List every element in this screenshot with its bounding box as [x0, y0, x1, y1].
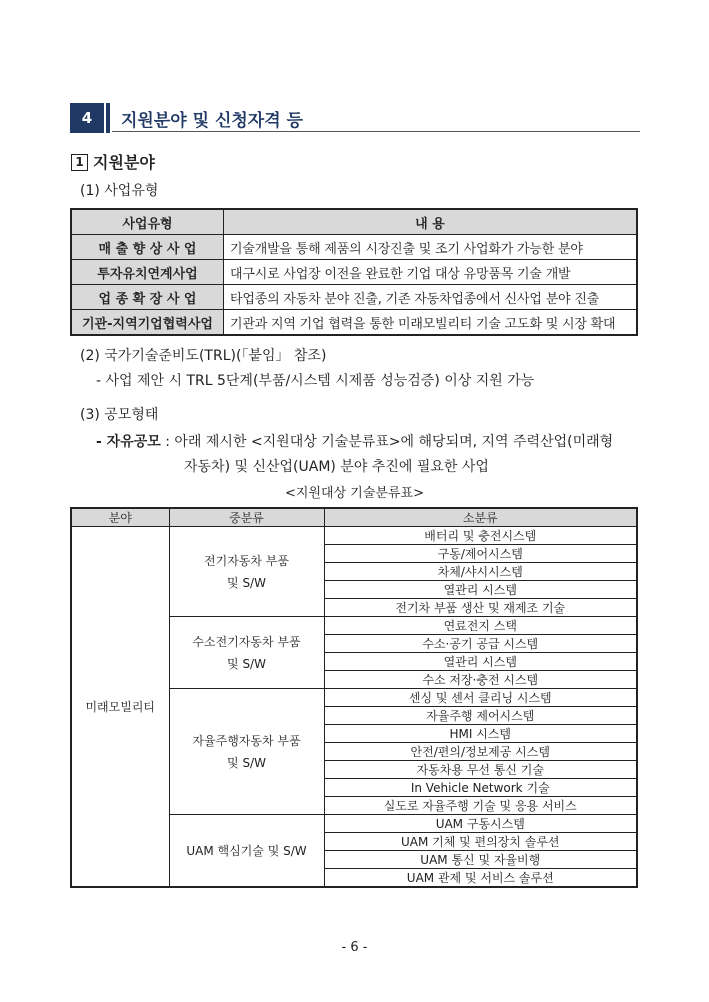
business-type-cell: 투자유치연계사업	[71, 260, 224, 285]
business-type-cell: 매 출 향 상 사 업	[71, 235, 224, 260]
mid-category-cell: UAM 핵심기술 및 S/W	[169, 815, 324, 888]
table1-header-desc: 내 용	[224, 209, 638, 235]
section-underline	[112, 131, 640, 132]
item3-text2: 자동차) 및 신산업(UAM) 분야 추진에 필요한 사업	[184, 459, 489, 475]
business-type-cell: 기관-지역기업협력사업	[71, 310, 224, 336]
section-number: 4	[70, 103, 104, 133]
section-bar	[106, 103, 110, 133]
sub-category-cell: In Vehicle Network 기술	[324, 779, 637, 797]
table1-header-type: 사업유형	[71, 209, 224, 235]
table2-row	[71, 527, 637, 545]
sub-category-cell: UAM 구동시스템	[324, 815, 637, 833]
business-type-table	[70, 208, 638, 336]
business-desc-cell: 타업종의 자동차 분야 진출, 기존 자동차업종에서 신사업 분야 진출	[224, 285, 638, 310]
item1-label: (1) 사업유형	[80, 183, 159, 199]
sub-category-cell: 안전/편의/정보제공 시스템	[324, 743, 637, 761]
sub-category-cell: 전기차 부품 생산 및 재제조 기술	[324, 599, 637, 617]
page-number: - 6 -	[341, 940, 368, 955]
sub-category-cell: 실도로 자율주행 기술 및 응용 서비스	[324, 797, 637, 815]
sub-category-cell: 센싱 및 센서 클리닝 시스템	[324, 689, 637, 707]
heading-marker: 1	[71, 154, 88, 171]
sub-category-cell: 자동차용 무선 통신 기술	[324, 761, 637, 779]
heading-title: 지원분야	[93, 153, 155, 172]
sub-category-cell: 자율주행 제어시스템	[324, 707, 637, 725]
sub-category-cell: 열관리 시스템	[324, 581, 637, 599]
table1-row	[71, 285, 637, 310]
item2-label: (2) 국가기술준비도(TRL)(「붙임」 참조)	[80, 348, 327, 364]
section-title: 지원분야 및 신청자격 등	[121, 111, 303, 131]
sub-category-cell: 수소·공기 공급 시스템	[324, 635, 637, 653]
table2-header-field: 분야	[71, 508, 169, 527]
field-cell: 미래모빌리티	[71, 527, 169, 888]
mid-category-cell: 수소전기자동차 부품 및 S/W	[169, 617, 324, 689]
table2-caption: <지원대상 기술분류표>	[285, 486, 424, 501]
mid-category-cell: 전기자동차 부품 및 S/W	[169, 527, 324, 617]
table1-row	[71, 235, 637, 260]
sub-category-cell: 차체/샤시시스템	[324, 563, 637, 581]
table2-header-sub: 소분류	[324, 508, 637, 527]
item3-label: (3) 공모형태	[80, 407, 159, 423]
sub-category-cell: 열관리 시스템	[324, 653, 637, 671]
business-desc-cell: 기술개발을 통해 제품의 시장진출 및 조기 사업화가 가능한 분야	[224, 235, 638, 260]
item3-line1	[96, 431, 613, 451]
mid-category-cell: 자율주행자동차 부품 및 S/W	[169, 689, 324, 815]
item3-dash: - 자유공모	[96, 434, 161, 450]
table1-row	[71, 310, 637, 336]
tech-classification-table	[70, 507, 638, 888]
sub-category-cell: 수소 저장·충전 시스템	[324, 671, 637, 689]
table2-header-mid: 중분류	[169, 508, 324, 527]
sub-category-cell: 배터리 및 충전시스템	[324, 527, 637, 545]
sub-category-cell: UAM 관제 및 서비스 솔루션	[324, 869, 637, 888]
business-type-cell: 업 종 확 장 사 업	[71, 285, 224, 310]
business-desc-cell: 기관과 지역 기업 협력을 통한 미래모빌리티 기술 고도화 및 시장 확대	[224, 310, 638, 336]
sub-category-cell: UAM 기체 및 편의장치 솔루션	[324, 833, 637, 851]
sub-category-cell: 구동/제어시스템	[324, 545, 637, 563]
sub-category-cell: 연료전지 스택	[324, 617, 637, 635]
business-desc-cell: 대구시로 사업장 이전을 완료한 기업 대상 유망품목 기술 개발	[224, 260, 638, 285]
sub-category-cell: UAM 통신 및 자율비행	[324, 851, 637, 869]
item2-bullet: - 사업 제안 시 TRL 5단계(부품/시스템 시제품 성능검증) 이상 지원 가능	[96, 373, 535, 389]
item3-text1: : 아래 제시한 <지원대상 기술분류표>에 해당되며, 지역 주력산업(미래형	[165, 434, 614, 450]
sub-category-cell: HMI 시스템	[324, 725, 637, 743]
table1-row	[71, 260, 637, 285]
